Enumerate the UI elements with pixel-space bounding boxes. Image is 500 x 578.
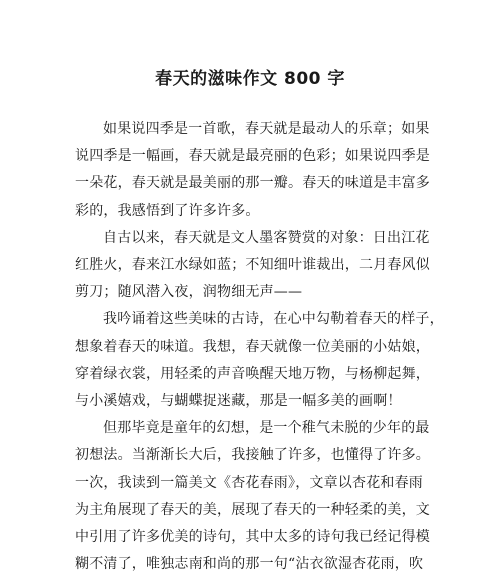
text-line: 红胜火，春来江水绿如蓝；不知细叶谁裁出，二月春风似 [75,257,430,274]
text-line: 初想法。当渐渐长大后，我接触了许多，也懂得了许多。 [75,447,430,464]
text-line: 穿着绿衣裳，用轻柔的声音唤醒天地万物，与杨柳起舞， [75,365,430,382]
paragraph-3 [75,306,444,415]
text-line: 中引用了许多优美的诗句，其中太多的诗句我已经记得模 [75,529,430,546]
text-line: 一次，我读到一篇美文《杏花春雨》，文章以杏花和春雨 [75,474,423,491]
text-line: 但那毕竟是童年的幻想，是一个稚气未脱的少年的最 [103,420,430,437]
text-line: 如果说四季是一首歌，春天就是最动人的乐章；如果 [103,121,430,137]
text-line: 为主角展现了春天的美，展现了春天的一种轻柔的美，文 [75,501,430,518]
text-line: 说四季是一幅画，春天就是最亮丽的色彩；如果说四季是 [75,148,430,165]
paragraph-2 [75,225,430,307]
text-line: 一朵花，春天就是最美丽的那一瓣。春天的味道是丰富多 [75,175,430,192]
paragraph-4 [75,415,430,578]
document-title: 春天的滋味作文 800 字 [155,69,345,89]
text-line: 糊不清了，唯独志南和尚的那一句“沾衣欲湿杏花雨，吹 [75,556,424,573]
text-line: 与小溪嬉戏，与蝴蝶捉迷藏，那是一幅多美的画啊！ [75,393,402,410]
text-line: 自古以来，春天就是文人墨客赞赏的对象：日出江花 [103,229,430,246]
document-body [75,116,444,578]
text-line: 我吟诵着这些美味的古诗，在心中勾勒着春天的样子， [103,311,444,328]
paragraph-1 [75,116,430,225]
text-line: 剪刀；随风潜入夜，润物细无声—— [75,284,303,301]
text-line: 想象着春天的味道。我想，春天就像一位美丽的小姑娘， [75,338,430,355]
text-line: 彩的，我感悟到了许多许多。 [75,202,260,219]
